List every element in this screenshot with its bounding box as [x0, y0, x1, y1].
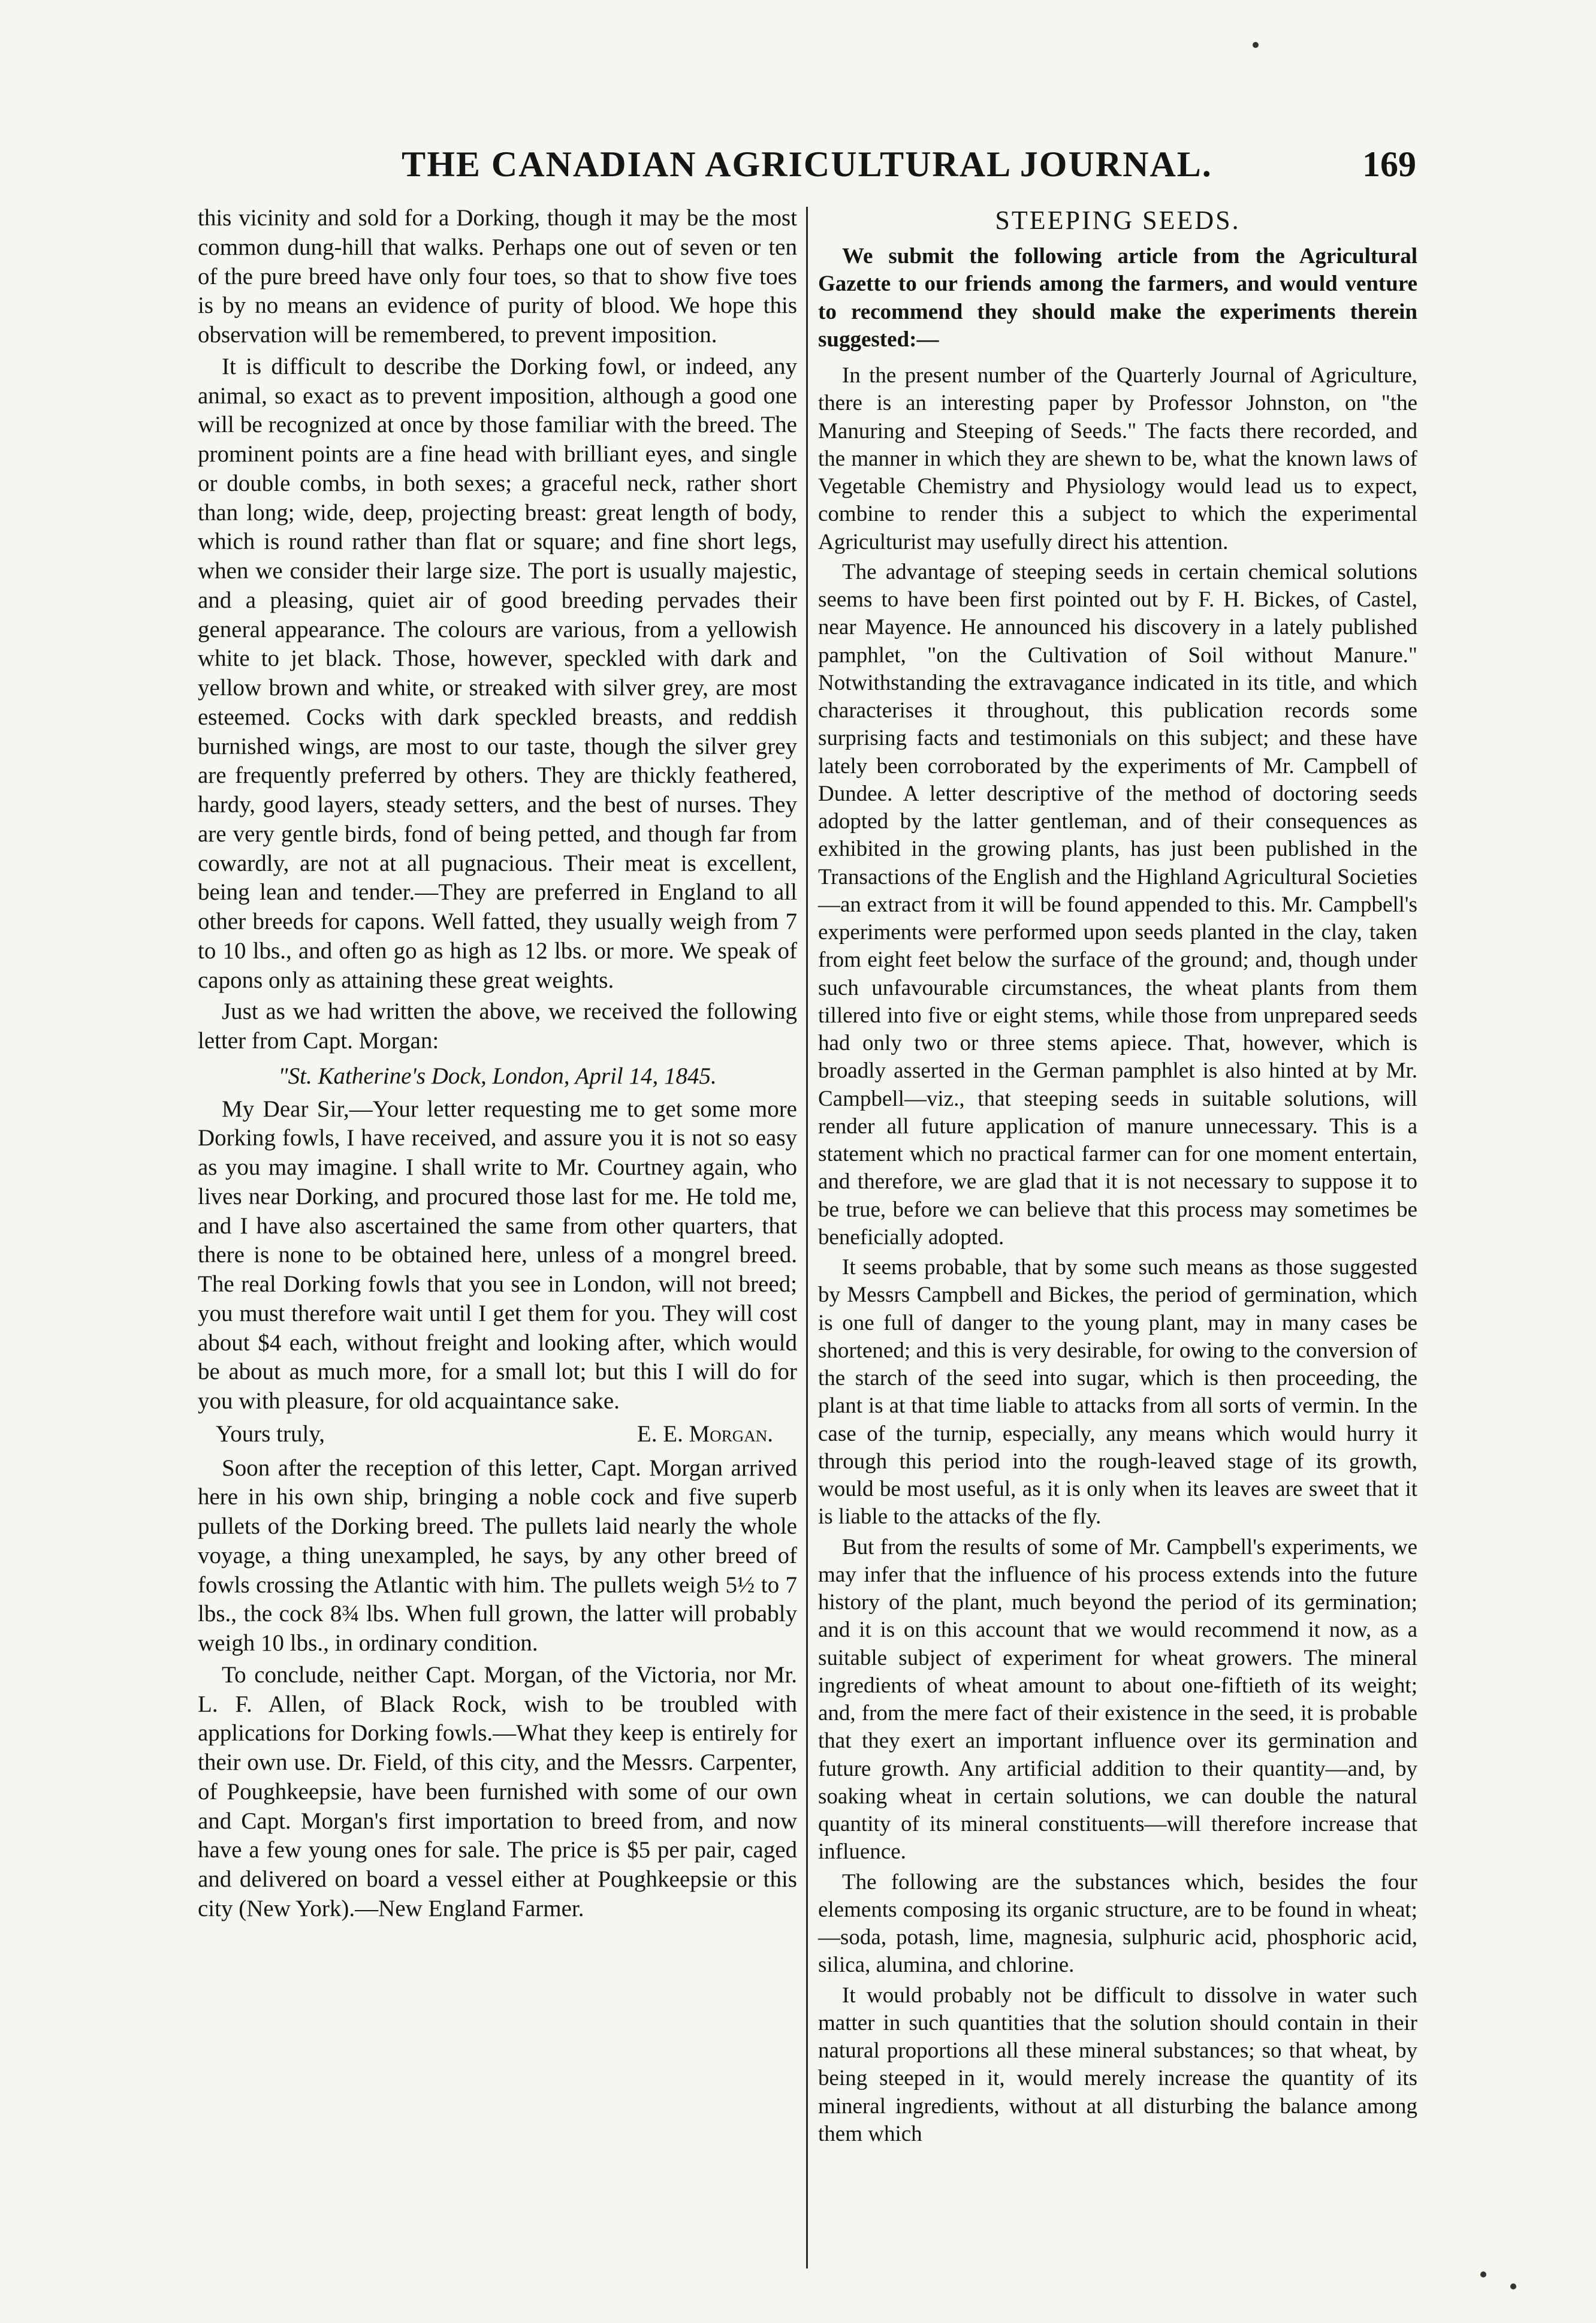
page-number: 169: [1362, 144, 1416, 184]
paragraph: It is difficult to describe the Dorking fowl, or indeed, any animal, so exact as to prevent imposition, although a good one will be recognized at once by those familiar with the breed. The prominent points are a fine head with brilliant eyes, and single or double combs, in both sexes; a graceful neck, rather short than long; wide, deep, projecting breast: great length of body, which is round rather than flat or square; and fine short legs, when we consider their large size. The port is usually majestic, and a pleasing, quiet air of good breeding pervades their general appearance. The colours are various, from a yellowish white to jet black. Those, however, speckled with dark and yellow brown and white, or streaked with silver grey, are most esteemed. Cocks with dark speckled breasts, and reddish burnished wings, are most to our taste, though the silver grey are frequently preferred by others. They are thickly feathered, hardy, good layers, steady setters, and the best of nurses. They are very gentle birds, fond of being petted, and though far from cowardly, are not at all pugnacious. Their meat is excellent, being lean and tender.—They are preferred in England to all other breeds for capons. Well fatted, they usually weigh from 7 to 10 lbs., and often go as high as 12 lbs. or more. We speak of capons only as attaining these great weights.: [198, 353, 797, 993]
signoff-name: E. E. Morgan.: [636, 1420, 773, 1447]
paragraph: Just as we had written the above, we received the following letter from Capt. Morgan:: [198, 998, 797, 1054]
right-column: [818, 204, 1417, 2150]
paragraph: In the present number of the Quarterly Journal of Agriculture, there is an interesting paper by Professor Johnston, on "the Manuring and Steeping of Seeds." The facts there recorded, and the manner in which they are shewn to be, what the known laws of Vegetable Chemistry and Physiology would lead us to expect, combine to render this a subject to which the experimental Agriculturist may usefully direct his attention.: [818, 363, 1417, 554]
column-divider: [806, 207, 808, 2268]
paragraph: It would probably not be difficult to dissolve in water such matter in such quantities that the solution should contain in their natural proportions all these mineral substances; so that wheat, by being steeped in it, would merely increase the quantity of its mineral ingredients, without at all disturbing the balance among them which: [818, 1983, 1417, 2146]
scan-speck: [1480, 2271, 1486, 2277]
paragraph: The following are the substances which, besides the four elements composing its organic structure, are to be found in wheat;—soda, potash, lime, magnesia, sulphuric acid, phosphoric acid, silica, alumina, and chlorine.: [818, 1869, 1417, 1978]
scan-speck: [1510, 2283, 1516, 2289]
paragraph: Soon after the reception of this letter, Capt. Morgan arrived here in his own ship, bringing a noble cock and five superb pullets of the Dorking breed. The pullets laid nearly the whole voyage, a thing unexampled, he says, by any other breed of fowls crossing the Atlantic with him. The pullets weigh 5½ to 7 lbs., the cock 8¾ lbs. When full grown, the latter will probably weigh 10 lbs., in ordinary condition.: [198, 1455, 797, 1656]
article-title: STEEPING SEEDS.: [995, 206, 1241, 235]
running-header: [198, 144, 1416, 186]
letter-signoff: [216, 1420, 773, 1449]
paragraph: this vicinity and sold for a Dorking, though it may be the most common dung-hill that walks. Perhaps one out of seven or ten of the pure breed have only four toes, so that to show five toes is by no means an evidence of purity of blood. We hope this observation will be remembered, to prevent imposition.: [198, 205, 797, 348]
letter-body: My Dear Sir,—Your letter requesting me to get some more Dorking fowls, I have received, and assure you it is not so easy as you may imagine. I shall write to Mr. Courtney again, who lives near Dorking, and procured those last for me. He told me, and I have also ascertained the same from other quarters, that there is none to be obtained here, unless of a mongrel breed. The real Dorking fowls that you see in London, will not breed; you must therefore wait until I get them for you. They will cost about $4 each, without freight and looking after, which would be about as much more, for a small lot; but this I will do for you with pleasure, for old acquaintance sake.: [198, 1096, 797, 1414]
journal-title: THE CANADIAN AGRICULTURAL JOURNAL.: [402, 144, 1212, 184]
paragraph: It seems probable, that by some such means as those suggested by Messrs Campbell and Bickes, the period of germination, which is one full of danger to the young plant, may in many cases be shortened; and this is very desirable, for owing to the conversion of the starch of the seed into sugar, which is then proceeding, the plant is at that time liable to attacks from all sorts of vermin. In the case of the turnip, especially, any means which would hurry it through this period into the rough-leaved stage of its growth, would be most useful, as it is only when its leaves are sweet that it is liable to the attacks of the fly.: [818, 1255, 1417, 1529]
paragraph: But from the results of some of Mr. Campbell's experiments, we may infer that the influence of his process extends into the future history of the plant, much beyond the period of its germination; and it is on this account that we would recommend it now, as a suitable subject of experiment for wheat growers. The mineral ingredients of wheat amount to about one-fiftieth of its weight; and, from the mere fact of their existence in the seed, it is probable that they exert an important influence over its germination and future growth. Any artificial addition to their quantity—and, by soaking wheat in certain solutions, we can double the natural quantity of its mineral constituents—will therefore increase that influence.: [818, 1534, 1417, 1865]
article-intro: We submit the following article from the Agricultural Gazette to our friends among the farmers, and would venture to recommend they should make the experiments therein suggested:—: [818, 244, 1417, 352]
scan-speck: [1253, 42, 1259, 48]
left-column: [198, 204, 797, 1926]
paragraph: To conclude, neither Capt. Morgan, of the Victoria, nor Mr. L. F. Allen, of Black Rock, wish to be troubled with applications for Dorking fowls.—What they keep is entirely for their own use. Dr. Field, of this city, and the Messrs. Carpenter, of Poughkeepsie, have been furnished with some of our own and Capt. Morgan's first importation to breed from, and now have a few young ones for sale. The price is $5 per pair, caged and delivered on board a vessel either at Poughkeepsie or this city (New York).—New England Farmer.: [198, 1661, 797, 1921]
paragraph: The advantage of steeping seeds in certain chemical solutions seems to have been first pointed out by F. H. Bickes, of Castel, near Mayence. He announced his discovery in a lately published pamphlet, "on the Cultivation of Soil without Manure." Notwithstanding the extravagance indicated in its title, and which characterises it throughout, this publication records some surprising facts and testimonials on this subject; and these have lately been corroborated by the experiments of Mr. Campbell of Dundee. A letter descriptive of the method of doctoring seeds adopted by the latter gentleman, and of their consequences as exhibited in the growing plants, has just been published in the Transactions of the English and the Highland Agricultural Societies—an extract from it will be found appended to this. Mr. Campbell's experiments were performed upon seeds planted in the clay, taken from eight feet below the surface of the ground; and, though under such unfavourable circumstances, the wheat plants from them tillered into five or eight stems, while those from unprepared seeds had only two or three stems apiece. That, however, which is broadly asserted in the German pamphlet is also hinted at by Mr. Campbell—viz., that steeping seeds in suitable solutions, will render all future application of manure unnecessary. This is a statement which no practical farmer can for one moment entertain, and therefore, we are glad that it is not necessary to suppose it to be true, before we can believe that this process may sometimes be beneficially adopted.: [818, 559, 1417, 1250]
letter-dateline: "St. Katherine's Dock, London, April 14, 1845.: [278, 1063, 717, 1089]
signoff-closing: Yours truly,: [216, 1420, 325, 1447]
